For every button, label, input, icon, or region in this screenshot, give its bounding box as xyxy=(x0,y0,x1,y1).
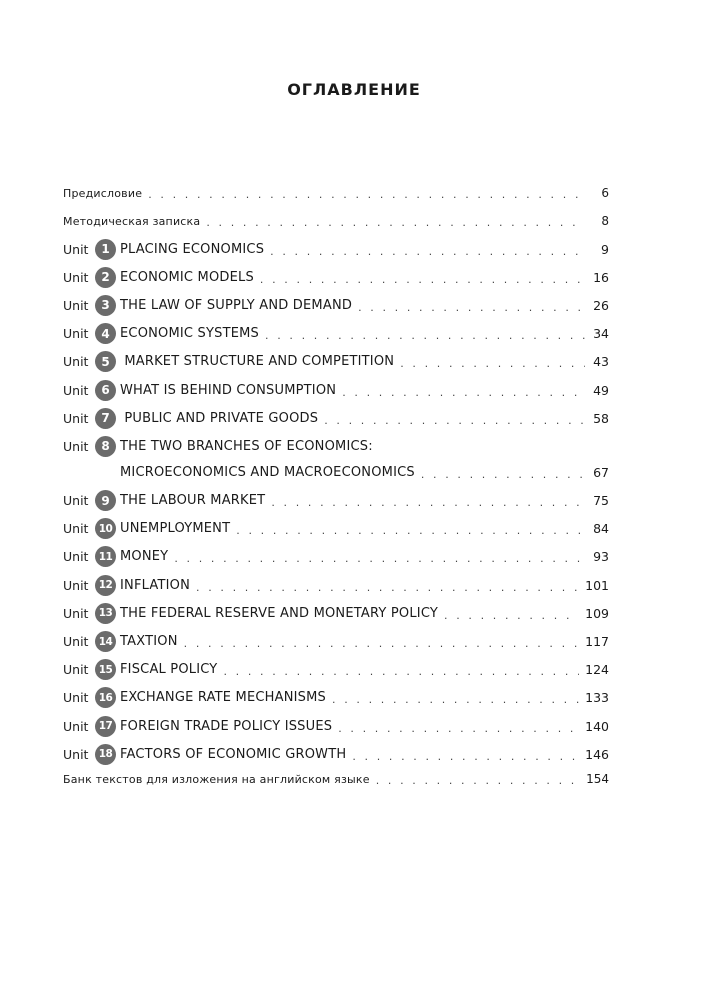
toc-unit-17[interactable] xyxy=(63,709,609,737)
toc-page-number: 124 xyxy=(585,662,609,678)
dot-leader xyxy=(196,582,579,593)
unit-number-badge: 4 xyxy=(95,323,116,344)
toc-unit-6[interactable] xyxy=(63,373,609,401)
unit-word: Unit xyxy=(63,634,89,649)
dot-leader xyxy=(270,246,585,257)
toc-page-number: 93 xyxy=(593,549,609,565)
toc-unit-9[interactable] xyxy=(63,484,609,512)
unit-number-badge: 14 xyxy=(95,631,116,652)
unit-word: Unit xyxy=(63,269,89,285)
dot-leader xyxy=(174,553,585,564)
unit-title: FACTORS OF ECONOMIC GROWTH xyxy=(120,746,347,762)
dot-leader xyxy=(358,302,585,313)
toc-page-number: 101 xyxy=(585,577,609,593)
toc-unit-13[interactable] xyxy=(63,597,609,625)
dot-leader xyxy=(236,525,585,536)
unit-number-badge: 11 xyxy=(95,546,116,567)
toc-entry-text-bank[interactable] xyxy=(63,766,609,790)
toc-unit-10[interactable] xyxy=(63,512,609,540)
unit-number-badge: 16 xyxy=(95,687,116,708)
toc-entry-label: Методическая записка xyxy=(63,215,201,229)
unit-number-badge: 8 xyxy=(95,436,116,457)
toc-entry-label: Предисловие xyxy=(63,187,143,201)
unit-title: ECONOMIC SYSTEMS xyxy=(120,326,260,342)
dot-leader xyxy=(400,358,585,369)
dot-leader xyxy=(332,694,579,705)
unit-number-badge: 1 xyxy=(95,239,116,260)
toc-unit-4[interactable] xyxy=(63,317,609,345)
unit-title: ECONOMIC MODELS xyxy=(120,269,254,285)
toc-page-number: 67 xyxy=(593,464,609,480)
toc-entry-label: Банк текстов для изложения на английском языке xyxy=(63,772,370,786)
unit-word: Unit xyxy=(63,326,89,342)
unit-number-badge: 15 xyxy=(95,659,116,680)
dot-leader xyxy=(148,189,585,200)
dot-leader xyxy=(184,638,580,649)
toc-unit-11[interactable] xyxy=(63,540,609,568)
unit-number-badge: 9 xyxy=(95,490,116,511)
unit-word: Unit xyxy=(63,354,89,370)
unit-title: FISCAL POLICY xyxy=(120,662,218,678)
toc-page-number: 6 xyxy=(601,186,609,201)
toc-page-number: 84 xyxy=(593,521,609,537)
unit-title: TAXTION xyxy=(120,634,178,649)
unit-word: Unit xyxy=(63,605,89,621)
unit-title: MARKET STRUCTURE AND COMPETITION xyxy=(120,354,395,370)
unit-title: INFLATION xyxy=(120,577,190,593)
toc-page-number: 34 xyxy=(593,326,609,342)
dot-leader xyxy=(421,469,585,480)
unit-title: PLACING ECONOMICS xyxy=(120,241,265,257)
toc-unit-14[interactable] xyxy=(63,625,609,653)
unit-word: Unit xyxy=(63,549,89,565)
toc-page-number: 26 xyxy=(593,297,609,313)
unit-word: Unit xyxy=(63,493,89,509)
unit-number-badge: 10 xyxy=(95,518,116,539)
dot-leader xyxy=(223,666,579,677)
dot-leader xyxy=(342,387,585,398)
toc-page-number: 117 xyxy=(585,634,609,649)
unit-title: THE FEDERAL RESERVE AND MONETARY POLICY xyxy=(120,605,439,621)
dot-leader xyxy=(206,217,585,228)
toc-unit-3[interactable] xyxy=(63,289,609,317)
unit-number-badge: 2 xyxy=(95,267,116,288)
unit-number-badge: 13 xyxy=(95,603,116,624)
unit-word: Unit xyxy=(63,746,89,762)
dot-leader xyxy=(444,610,579,621)
table-of-contents xyxy=(63,176,609,790)
dot-leader xyxy=(265,330,585,341)
toc-unit-5[interactable] xyxy=(63,345,609,373)
page-title: ОГЛАВЛЕНИЕ xyxy=(287,80,421,99)
toc-page-number: 58 xyxy=(593,410,609,426)
toc-page-number: 9 xyxy=(601,241,609,257)
unit-title: EXCHANGE RATE MECHANISMS xyxy=(120,690,326,706)
toc-page-number: 133 xyxy=(585,690,609,706)
unit-word: Unit xyxy=(63,521,89,537)
dot-leader xyxy=(324,415,585,426)
toc-page-number: 146 xyxy=(585,746,609,762)
unit-word: Unit xyxy=(63,382,89,398)
toc-page-number: 154 xyxy=(586,771,609,786)
toc-page-number: 8 xyxy=(601,214,609,229)
unit-word: Unit xyxy=(63,662,89,678)
toc-unit-8-continuation[interactable] xyxy=(63,458,609,484)
toc-entry-method-note[interactable] xyxy=(63,204,609,232)
toc-page-number: 49 xyxy=(593,382,609,398)
unit-word: Unit xyxy=(63,438,89,454)
toc-page-number: 140 xyxy=(585,718,609,734)
toc-unit-8[interactable] xyxy=(63,430,609,458)
dot-leader xyxy=(338,723,579,734)
dot-leader xyxy=(376,775,580,786)
unit-title: THE TWO BRANCHES OF ECONOMICS: xyxy=(120,438,373,454)
unit-number-badge: 5 xyxy=(95,351,116,372)
dot-leader xyxy=(352,751,579,762)
unit-word: Unit xyxy=(63,718,89,734)
toc-unit-2[interactable] xyxy=(63,261,609,289)
unit-number-badge: 7 xyxy=(95,408,116,429)
unit-word: Unit xyxy=(63,690,89,706)
unit-number-badge: 18 xyxy=(95,744,116,765)
toc-unit-12[interactable] xyxy=(63,568,609,596)
unit-number-badge: 12 xyxy=(95,575,116,596)
unit-word: Unit xyxy=(63,577,89,593)
unit-number-badge: 3 xyxy=(95,295,116,316)
unit-number-badge: 6 xyxy=(95,380,116,401)
toc-page-number: 16 xyxy=(593,269,609,285)
unit-title: WHAT IS BEHIND CONSUMPTION xyxy=(120,382,337,398)
unit-word: Unit xyxy=(63,241,89,257)
dot-leader xyxy=(271,497,585,508)
toc-entry-preface[interactable] xyxy=(63,176,609,204)
unit-word: Unit xyxy=(63,297,89,313)
toc-unit-15[interactable] xyxy=(63,653,609,681)
toc-page-number: 109 xyxy=(585,605,609,621)
unit-title-continuation: MICROECONOMICS AND MACROECONOMICS xyxy=(120,464,415,480)
toc-unit-1[interactable] xyxy=(63,232,609,260)
unit-word: Unit xyxy=(63,410,89,426)
unit-title: THE LAW OF SUPPLY AND DEMAND xyxy=(120,297,353,313)
unit-number-badge: 17 xyxy=(95,716,116,737)
dot-leader xyxy=(260,274,585,285)
unit-title: MONEY xyxy=(120,549,169,565)
unit-title: UNEMPLOYMENT xyxy=(120,521,231,537)
unit-title: FOREIGN TRADE POLICY ISSUES xyxy=(120,718,333,734)
toc-unit-18[interactable] xyxy=(63,738,609,766)
toc-page-number: 75 xyxy=(593,493,609,509)
unit-title: PUBLIC AND PRIVATE GOODS xyxy=(120,410,319,426)
toc-unit-7[interactable] xyxy=(63,402,609,430)
unit-title: THE LABOUR MARKET xyxy=(120,493,266,509)
toc-unit-16[interactable] xyxy=(63,681,609,709)
toc-page-number: 43 xyxy=(593,354,609,370)
